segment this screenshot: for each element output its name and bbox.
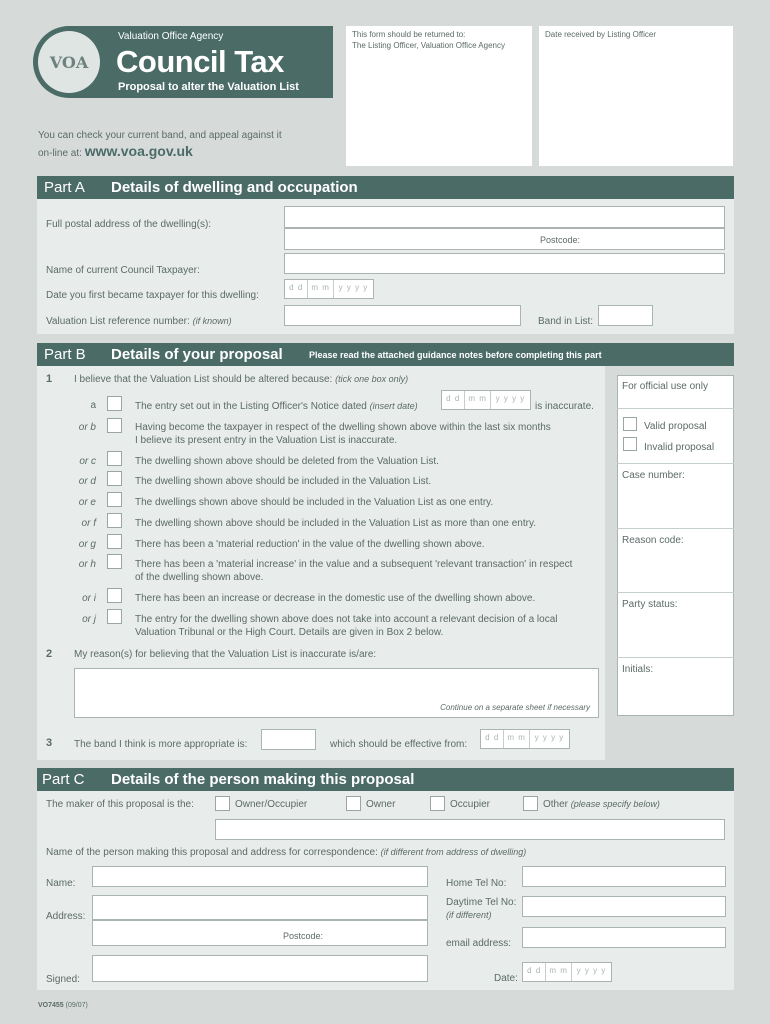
day-tel-label: Daytime Tel No: — [446, 897, 517, 908]
option-h-line2: of the dwelling shown above. — [135, 572, 264, 583]
effective-date-field[interactable] — [480, 729, 570, 749]
part-b-title: Details of your proposal — [111, 346, 283, 363]
owner-checkbox[interactable] — [346, 796, 361, 811]
home-tel-field[interactable] — [522, 866, 726, 887]
q1-text — [74, 374, 408, 385]
return-label: This form should be returned to: — [352, 30, 466, 39]
address-line-field[interactable] — [284, 206, 725, 228]
party-status-row — [617, 593, 734, 658]
party-label: Party status: — [622, 599, 678, 610]
occupier-checkbox[interactable] — [430, 796, 445, 811]
option-a-checkbox[interactable] — [107, 396, 122, 411]
part-a-label: Part A — [44, 179, 85, 196]
option-f-checkbox[interactable] — [107, 513, 122, 528]
reasons-textarea[interactable] — [74, 668, 599, 718]
voa-logo — [38, 31, 100, 93]
dd-part: d d — [442, 391, 465, 409]
address-label-c: Address: — [46, 911, 86, 922]
valid-proposal-checkbox[interactable] — [623, 417, 637, 431]
return-address-box — [346, 26, 532, 166]
option-a-letter: a — [90, 400, 96, 411]
return-to: The Listing Officer, Valuation Office Agency — [352, 41, 505, 50]
q2-text: My reason(s) for believing that the Valuation List is inaccurate is/are: — [74, 649, 377, 660]
date-first-label: Date you first became taxpayer for this dwelling: — [46, 290, 259, 301]
option-i-checkbox[interactable] — [107, 588, 122, 603]
other-checkbox[interactable] — [523, 796, 538, 811]
option-f-text: The dwelling shown above should be included in the Valuation List as more than one entry. — [135, 518, 536, 529]
day-tel-hint: (if different) — [446, 910, 492, 920]
name-label: Name: — [46, 878, 76, 889]
q2-number: 2 — [46, 648, 53, 660]
date-received-box — [539, 26, 733, 166]
option-a-date-field[interactable] — [441, 390, 531, 410]
option-d-letter: or d — [78, 476, 96, 487]
postcode-label: Postcode: — [539, 235, 580, 245]
taxpayer-label: Name of current Council Taxpayer: — [46, 265, 200, 276]
proposed-band-field[interactable] — [261, 729, 316, 750]
q3-text: The band I think is more appropriate is: — [74, 739, 248, 750]
form-version: (09/07) — [65, 1002, 88, 1009]
dd-part: d d — [523, 963, 546, 981]
option-e-text: The dwellings shown above should be included in the Valuation List as one entry. — [135, 497, 494, 508]
name-address-label — [46, 847, 526, 858]
agency-name: Valuation Office Agency — [118, 31, 224, 42]
dd-part: d d — [481, 730, 504, 748]
q3-effective: which should be effective from: — [330, 739, 468, 750]
owner-occupier-label: Owner/Occupier — [235, 799, 308, 810]
option-h-letter: or h — [78, 559, 96, 570]
postcode-field[interactable] — [284, 228, 725, 250]
option-i-letter: or i — [82, 593, 96, 604]
option-c-checkbox[interactable] — [107, 451, 122, 466]
date-first-field[interactable] — [284, 279, 374, 299]
option-a-suffix: is inaccurate. — [535, 401, 594, 412]
daytime-tel-field[interactable] — [522, 896, 726, 917]
continue-note: Continue on a separate sheet if necessary — [440, 703, 590, 712]
option-a-hint: (insert date) — [369, 401, 418, 411]
form-subtitle: Proposal to alter the Valuation List — [118, 81, 299, 93]
option-j-line2: Valuation Tribunal or the High Court. Details are given in Box 2 below. — [135, 627, 444, 638]
email-label: email address: — [446, 938, 512, 949]
part-b-note: Please read the attached guidance notes before completing this part — [309, 350, 602, 360]
q1-number: 1 — [46, 373, 53, 385]
name-address-text: Name of the person making this proposal and address for correspondence: — [46, 847, 378, 858]
other-label — [543, 799, 660, 810]
option-b-text — [135, 421, 551, 447]
check-line-2 — [38, 143, 193, 159]
other-text: Other — [543, 799, 569, 810]
part-c-title: Details of the person making this proposal — [111, 771, 415, 788]
option-h-text — [135, 558, 572, 584]
maker-label: The maker of this proposal is the: — [46, 799, 194, 810]
reason-label: Reason code: — [622, 535, 684, 546]
option-d-checkbox[interactable] — [107, 471, 122, 486]
mm-part: m m — [308, 280, 333, 298]
form-title: Council Tax — [116, 44, 284, 79]
mm-part: m m — [504, 730, 529, 748]
q3-number: 3 — [46, 737, 53, 749]
option-b-line1: Having become the taxpayer in respect of the dwelling shown above within the last six months — [135, 422, 551, 433]
yyyy-part: y y y y — [495, 394, 526, 403]
option-j-checkbox[interactable] — [107, 609, 122, 624]
q1-text-main: I believe that the Valuation List should be altered because: — [74, 374, 333, 385]
correspondence-address-field[interactable] — [92, 895, 428, 920]
part-a-title: Details of dwelling and occupation — [111, 179, 358, 196]
option-g-checkbox[interactable] — [107, 534, 122, 549]
option-e-letter: or e — [78, 497, 96, 508]
option-h-line1: There has been a 'material increase' in the value and a subsequent 'relevant transaction' in respect — [135, 559, 573, 570]
option-j-letter: or j — [82, 614, 96, 625]
online-label: on-line at: — [38, 148, 82, 159]
option-f-letter: or f — [81, 518, 96, 529]
initials-row — [617, 658, 734, 716]
option-c-letter: or c — [79, 456, 96, 467]
case-label: Case number: — [622, 470, 685, 481]
signature-field[interactable] — [92, 955, 428, 982]
occupier-label: Occupier — [450, 799, 491, 810]
option-a-main: The entry set out in the Listing Officer's Notice dated — [135, 401, 367, 412]
ref-hint: (if known) — [192, 316, 232, 326]
date-received-label: Date received by Listing Officer — [545, 30, 657, 39]
dd-part: d d — [285, 280, 308, 298]
official-use-title — [617, 375, 734, 409]
owner-occupier-checkbox[interactable] — [215, 796, 230, 811]
name-address-hint: (if different from address of dwelling) — [380, 847, 527, 857]
q1-hint: (tick one box only) — [335, 374, 409, 384]
yyyy-part: y y y y — [534, 733, 565, 742]
option-j-text — [135, 613, 557, 639]
part-c-label: Part C — [42, 771, 85, 788]
part-b-label: Part B — [44, 346, 86, 363]
reason-code-row — [617, 529, 734, 593]
reference-number-field[interactable] — [284, 305, 521, 326]
case-number-row — [617, 463, 734, 529]
band-label: Band in List: — [538, 316, 594, 327]
band-field[interactable] — [598, 305, 653, 326]
website-link[interactable]: www.voa.gov.uk — [84, 143, 193, 159]
option-b-letter: or b — [78, 422, 96, 433]
signed-label: Signed: — [46, 974, 80, 985]
yyyy-part: y y y y — [338, 283, 369, 292]
option-b-checkbox[interactable] — [107, 418, 122, 433]
option-j-line1: The entry for the dwelling shown above does not take into account a relevant decision of a local — [135, 614, 558, 625]
option-b-line2: I believe its present entry in the Valuation List is inaccurate. — [135, 435, 398, 446]
yyyy-part: y y y y — [576, 966, 607, 975]
address-label: Full postal address of the dwelling(s): — [46, 219, 212, 230]
other-specify-field[interactable] — [215, 819, 725, 840]
home-tel-label: Home Tel No: — [446, 878, 507, 889]
invalid-proposal-label: Invalid proposal — [644, 442, 715, 453]
logo-text: VOA — [49, 52, 89, 72]
date-label-c: Date: — [494, 973, 518, 984]
signed-date-field[interactable] — [522, 962, 612, 982]
name-field[interactable] — [92, 866, 428, 887]
email-field[interactable] — [522, 927, 726, 948]
option-a-text — [135, 400, 418, 413]
mm-part: m m — [546, 963, 571, 981]
other-hint: (please specify below) — [570, 799, 660, 809]
option-i-text: There has been an increase or decrease in the domestic use of the dwelling shown above. — [135, 593, 536, 604]
option-h-checkbox[interactable] — [107, 554, 122, 569]
option-d-text: The dwelling shown above should be included in the Valuation List. — [135, 476, 432, 487]
postcode-label-c: Postcode: — [283, 931, 324, 941]
valid-proposal-label: Valid proposal — [644, 421, 707, 432]
option-e-checkbox[interactable] — [107, 492, 122, 507]
mm-part: m m — [465, 391, 490, 409]
owner-label: Owner — [366, 799, 396, 810]
check-line-1: You can check your current band, and appeal against it — [38, 130, 282, 141]
official-title-text: For official use only — [622, 381, 708, 392]
option-g-letter: or g — [78, 539, 96, 550]
ref-label-text: Valuation List reference number: — [46, 316, 190, 327]
form-code-text: VO7455 — [38, 1002, 64, 1009]
taxpayer-name-field[interactable] — [284, 253, 725, 274]
initials-label: Initials: — [622, 664, 654, 675]
correspondence-postcode-field[interactable] — [92, 920, 428, 946]
invalid-proposal-checkbox[interactable] — [623, 437, 637, 451]
form-code — [38, 1002, 88, 1009]
option-g-text: There has been a 'material reduction' in the value of the dwelling shown above. — [135, 539, 485, 550]
ref-label — [46, 316, 232, 327]
option-c-text: The dwelling shown above should be deleted from the Valuation List. — [135, 456, 439, 467]
